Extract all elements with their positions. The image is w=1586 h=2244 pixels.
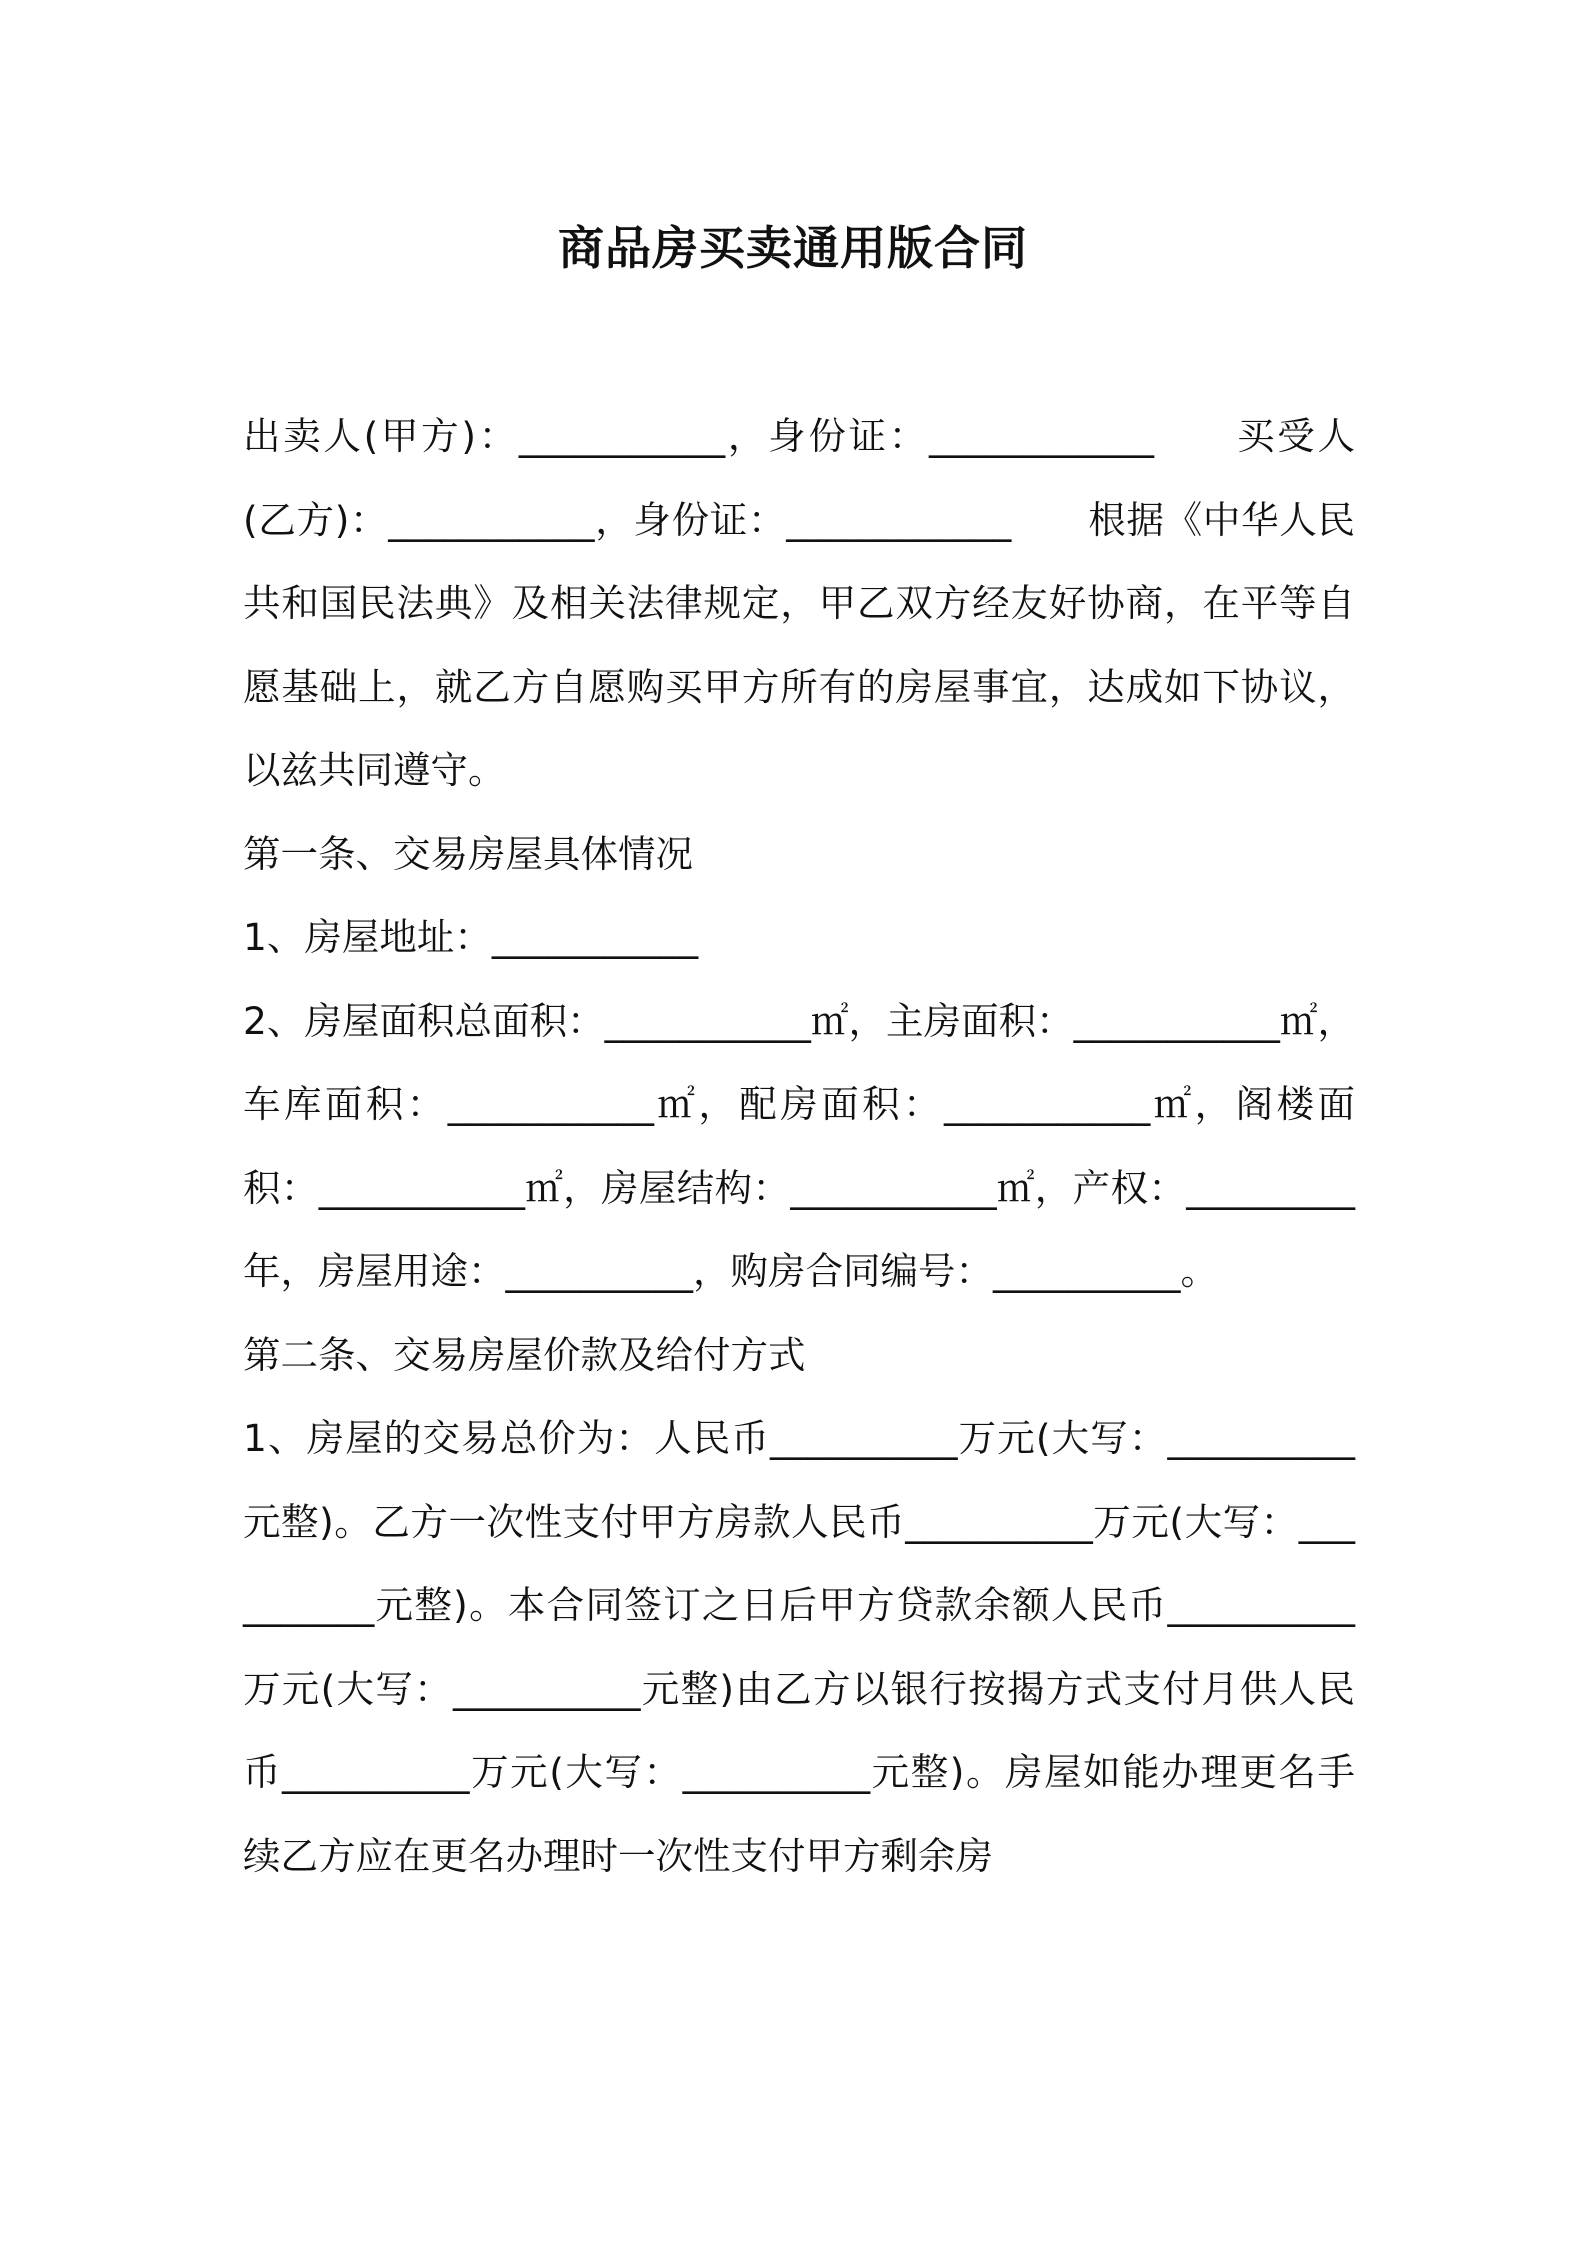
document-title: 商品房买卖通用版合同 xyxy=(558,221,1028,275)
document-body xyxy=(243,395,1355,1898)
article-one-item-area: 2、房屋面积总面积：___________㎡，主房面积：___________㎡，车库面积：___________㎡，配房面积：___________㎡，阁楼面积：___________㎡，房屋结构：___________㎡，产权：_________年，房屋用途：__________，购房合同编号：__________。 xyxy=(243,998,1355,1293)
article-two-item-price: 1、房屋的交易总价为：人民币__________万元(大写：__________元整)。乙方一次性支付甲方房款人民币__________万元(大写：__________元整)。本合同签订之日后甲方贷款余额人民币__________万元(大写：__________元整)由乙方以银行按揭方式支付月供人民币__________万元(大写：__________元整)。房屋如能办理更名手续乙方应在更名办理时一次性支付甲方剩余房 xyxy=(243,1416,1355,1878)
article-one-heading: 第一条、交易房屋具体情况 xyxy=(243,831,693,876)
article-one-item-address: 1、房屋地址：___________ xyxy=(243,915,699,959)
article-two-heading: 第二条、交易房屋价款及给付方式 xyxy=(243,1332,806,1377)
intro-paragraph: 出卖人(甲方)：___________，身份证：____________ 买受人(乙方)：___________，身份证：____________ 根据《中华人民共和国民法典》及相关法律规定，甲乙双方经友好协商，在平等自愿基础上，就乙方自愿购买甲方所有的房屋事宜，达成如下协议，以兹共同遵守。 xyxy=(243,414,1355,792)
